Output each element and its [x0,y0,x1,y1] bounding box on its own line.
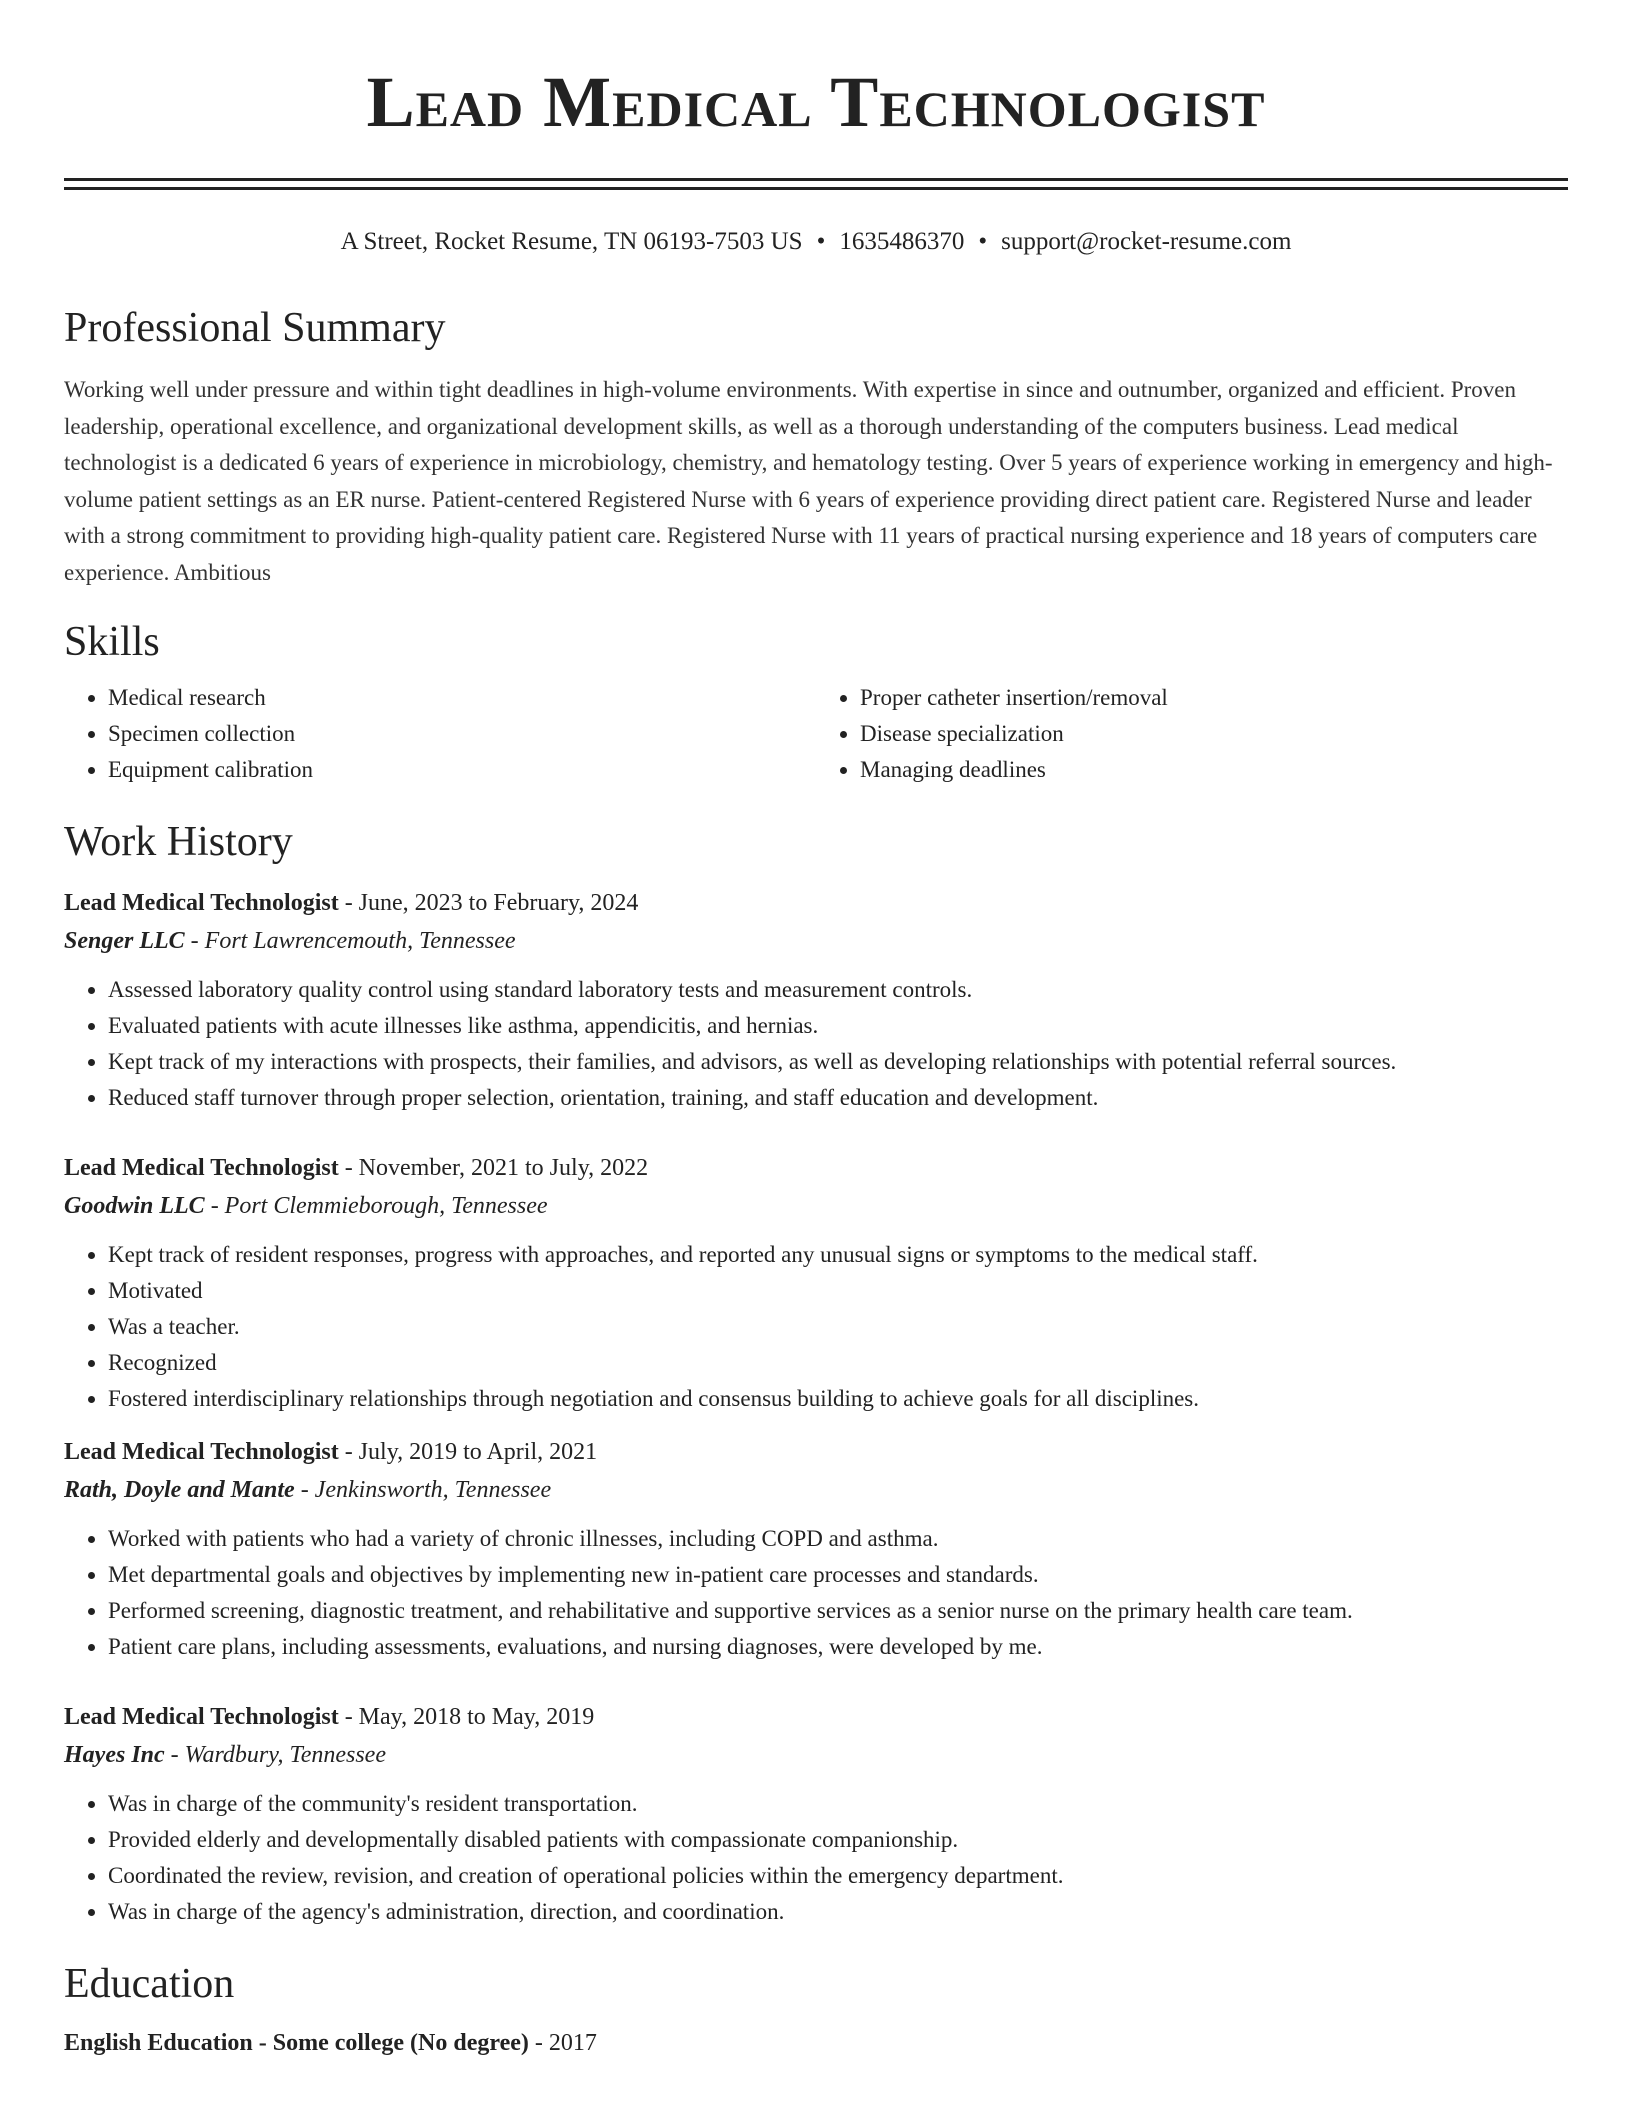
job-bullet: • Performed screening, diagnostic treatment, and rehabilitative and supportive services as a senior nurse on the primary health care team. [108,1593,1568,1629]
education-year: - 2017 [528,2029,597,2056]
job-bullet: • Was a teacher. [108,1309,1568,1345]
skill-item: • Medical research [108,680,816,716]
job-company: Rath, Doyle and Mante [64,1476,295,1503]
job-bullet: • Kept track of my interactions with prospects, their families, and advisors, as well as developing relationships with potential referral sources. [108,1044,1568,1080]
job-company-line [64,1187,1568,1225]
job-company: Senger LLC [64,927,185,954]
job-title: Lead Medical Technologist [64,1154,339,1181]
job-entry [64,1698,1568,1930]
job-bullet: • Recognized [108,1345,1568,1381]
job-entry [64,1433,1568,1665]
job-bullet: • Worked with patients who had a variety of chronic illnesses, including COPD and asthma. [108,1521,1568,1557]
summary-heading: Professional Summary [64,305,446,351]
header-double-rule [64,178,1568,190]
job-dates: - July, 2019 to April, 2021 [338,1438,598,1465]
skill-item: • Proper catheter insertion/removal [860,680,1568,716]
contact-phone: 1635486370 [839,228,965,255]
job-entry [64,884,1568,1116]
skills-list [64,680,1568,788]
contact-separator: • [978,228,988,255]
contact-line [64,226,1568,258]
contact-separator: • [816,228,826,255]
education-entry [64,2024,1568,2062]
contact-address: A Street, Rocket Resume, TN 06193-7503 US [340,228,803,255]
job-header [64,1149,1568,1187]
job-location: - Jenkinsworth, Tennessee [294,1476,552,1503]
job-title: Lead Medical Technologist [64,889,339,916]
job-bullet: • Assessed laboratory quality control using standard laboratory tests and measurement controls. [108,972,1568,1008]
job-company: Goodwin LLC [64,1192,205,1219]
skill-item: • Equipment calibration [108,752,816,788]
job-bullet: • Reduced staff turnover through proper selection, orientation, training, and staff education and development. [108,1080,1568,1116]
skills-column-right [816,680,1568,788]
job-company-line [64,1736,1568,1774]
job-bullet: • Fostered interdisciplinary relationships through negotiation and consensus building to achieve goals for all disciplines. [108,1381,1568,1417]
job-bullets [64,1521,1568,1665]
job-bullet: • Provided elderly and developmentally disabled patients with compassionate companionship. [108,1822,1568,1858]
skills-column-left [64,680,816,788]
job-bullet: • Kept track of resident responses, progress with approaches, and reported any unusual signs or symptoms to the medical staff. [108,1237,1568,1273]
job-bullets [64,1786,1568,1930]
education-degree: English Education - Some college (No degree) [64,2029,529,2056]
job-company: Hayes Inc [64,1741,165,1768]
skills-heading: Skills [64,618,160,665]
job-dates: - May, 2018 to May, 2019 [338,1703,595,1730]
job-bullet: • Met departmental goals and objectives by implementing new in-patient care processes and standards. [108,1557,1568,1593]
resume-name: Lead Medical Technologist [366,62,1266,142]
job-location: - Port Clemmieborough, Tennessee [204,1192,548,1219]
skill-item: • Disease specialization [860,716,1568,752]
job-dates: - November, 2021 to July, 2022 [338,1154,649,1181]
job-bullet: • Patient care plans, including assessments, evaluations, and nursing diagnoses, were developed by me. [108,1629,1568,1665]
job-company-line [64,1471,1568,1509]
job-bullet: • Coordinated the review, revision, and creation of operational policies within the emergency department. [108,1858,1568,1894]
work-history-heading: Work History [64,818,293,865]
skill-item: • Managing deadlines [860,752,1568,788]
job-header [64,884,1568,922]
job-title: Lead Medical Technologist [64,1703,339,1730]
job-bullets [64,972,1568,1116]
job-header [64,1433,1568,1471]
education-heading: Education [64,1960,235,2007]
job-bullet: • Motivated [108,1273,1568,1309]
job-header [64,1698,1568,1736]
job-entry [64,1149,1568,1417]
skill-item: • Specimen collection [108,716,816,752]
job-bullet: • Was in charge of the community's resident transportation. [108,1786,1568,1822]
job-bullets [64,1237,1568,1417]
job-title: Lead Medical Technologist [64,1438,339,1465]
job-location: - Wardbury, Tennessee [164,1741,386,1768]
job-bullet: • Evaluated patients with acute illnesses like asthma, appendicitis, and hernias. [108,1008,1568,1044]
job-company-line [64,922,1568,960]
summary-text: Working well under pressure and within tight deadlines in high-volume environments. With expertise in since and outnumber, organized and efficient. Proven leadership, operational excellence, and organizational development skills, as well as a thorough understanding of the computers business. Lead medical technologist is a dedicated 6 years of experience in microbiology, chemistry, and hematology testing. Over 5 years of experience working in emergency and high-volume patient settings as an ER nurse. Patient-centered Registered Nurse with 6 years of experience providing direct patient care. Registered Nurse and leader with a strong commitment to providing high-quality patient care. Registered Nurse with 11 years of practical nursing experience and 18 years of computers care experience. Ambitious [64,377,1553,585]
job-bullet: • Was in charge of the agency's administration, direction, and coordination. [108,1894,1568,1930]
job-location: - Fort Lawrencemouth, Tennessee [184,927,516,954]
contact-email: support@rocket-resume.com [1001,228,1292,255]
job-dates: - June, 2023 to February, 2024 [338,889,639,916]
